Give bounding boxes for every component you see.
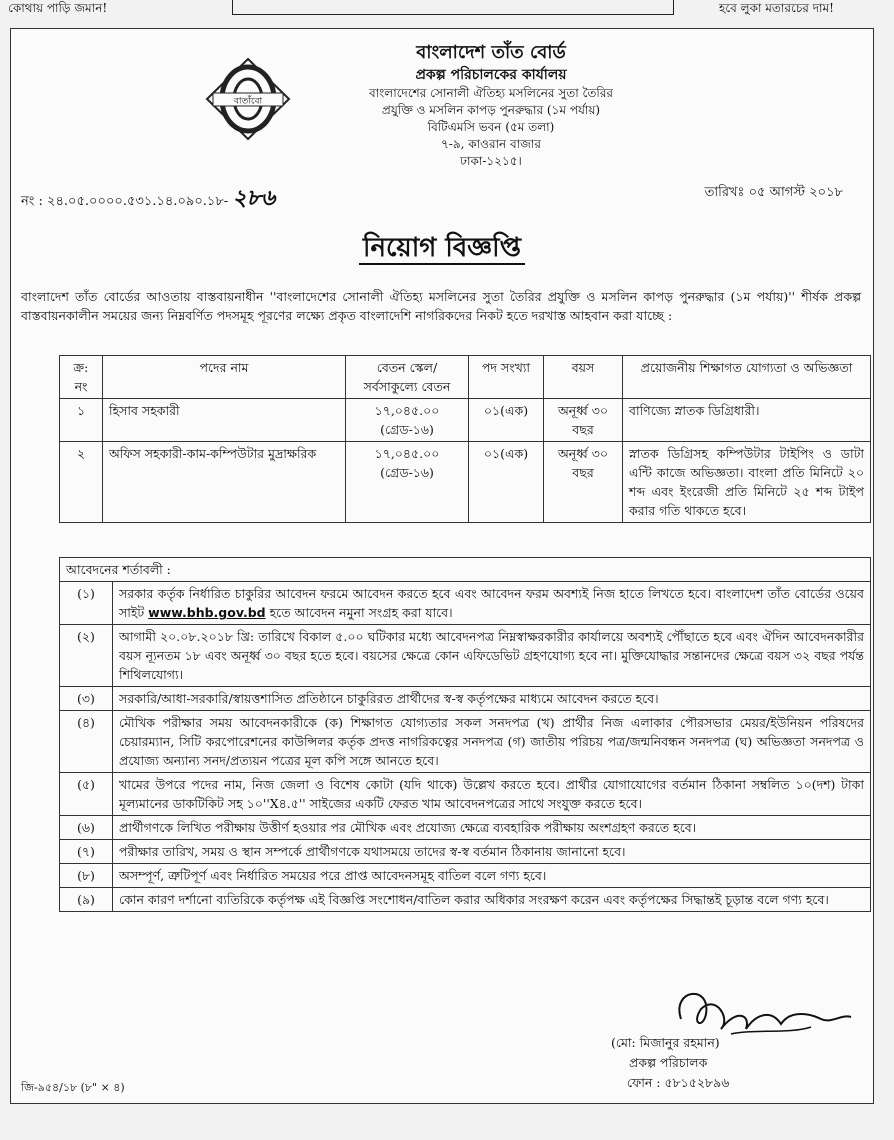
project-line-2: প্রযুক্তি ও মসলিন কাপড় পুনরুদ্ধার (১ম পর্যায়) [381,103,601,117]
city: ঢাকা-১২১৫। [460,154,522,168]
condition-text: কোন কারণ দর্শানো ব্যতিরিকে কর্তৃপক্ষ এই বিজ্ঞপ্তি সংশোধন/বাতিল করার অধিকার সংরক্ষণ করেন এবং কর্তৃপক্ষের সিদ্ধান্তই চূড়ান্ত বলে গণ্য হবে। [113,888,871,912]
table-row [60,442,871,523]
letterhead [261,41,721,170]
conditions-heading-row [60,558,871,582]
row-post: অফিস সহকারী-কাম-কম্পিউটার মুদ্রাক্ষরিক [103,442,346,523]
condition-text: সরকারি/আধা-সরকারি/স্বায়ত্তশাসিত প্রতিষ্ঠানে চাকুরিরত প্রার্থীদের স্ব-স্ব কর্তৃপক্ষের মাধ্যমে আবেদন করতে হবে। [113,687,871,711]
memo-prefix: নং : ২৪.০৫.০০০০.৫৩১.১৪.০৯০.১৮- [21,194,229,209]
intro-paragraph: বাংলাদেশ তাঁত বোর্ডের আওতায় বাস্তবায়নাধীন ''বাংলাদেশের সোনালী ঐতিহ্য মসলিনের সুতা তৈরির প্রযুক্তি ও মসলিন কাপড় পুনরুদ্ধার (১ম পর্যায়)'' শীর্ষক প্রকল্প বাস্তবায়নকালীন সময়ের জন্য নিম্নবর্ণিত পদসমূহ পূরণের লক্ষ্যে প্রকৃত বাংলাদেশি নাগরিকদের নিকট হতে দরখাস্ত আহবান করা যাচ্ছে : [21,289,861,323]
condition-text-part: হতে আবেদন নমুনা সংগ্রহ করা যাবে। [265,605,453,620]
signatory-phone: ফোন : ৫৮১৫২৮৯৬ [627,1075,730,1090]
row-count: ০১(এক) [469,442,544,523]
row-scale-value: ১৭,০৪৫.০০ [374,403,440,418]
footer-code: জি-৯৫৪/১৮ (৮" × ৪) [21,1081,125,1094]
list-item [60,711,871,773]
top-strip [0,0,894,22]
notice-title-wrap [11,227,873,271]
row-grade: (গ্রেড-১৬) [380,422,434,437]
condition-number: (৮) [60,864,113,888]
condition-number: (৩) [60,687,113,711]
posts-table [59,355,871,523]
condition-text [113,582,871,625]
row-scale-value: ১৭,০৪৫.০০ [374,446,440,461]
row-count: ০১(এক) [469,399,544,442]
row-qualification: বাণিজ্যে স্নাতক ডিগ্রিধারী। [623,399,871,442]
condition-text: পরীক্ষার তারিখ, সময় ও স্থান সম্পর্কে প্রার্থীগণকে যথাসময়ে তাদের স্ব-স্ব বর্তমান ঠিকানায় জানানো হবে। [113,840,871,864]
conditions-table [59,557,871,912]
condition-text: অসম্পূর্ণ, ত্রুটিপূর্ণ এবং নির্ধারিত সময়ের পরে প্রাপ্ত আবেদনসমূহ বাতিল বলে গণ্য হবে। [113,864,871,888]
posts-table-header [60,356,871,399]
row-age: অনূর্ধ্ব ৩০ বছর [544,442,623,523]
logo-text: বাতাঁবো [233,96,263,107]
col-post: পদের নাম [103,356,346,399]
website-link[interactable]: www.bhb.gov.bd [148,605,266,620]
memo-handwritten-number: ২৮৬ [232,186,276,211]
row-post: হিসাব সহকারী [103,399,346,442]
condition-text: আগামী ২০.০৮.২০১৮ খ্রি: তারিখে বিকাল ৫.০০ ঘটিকার মধ্যে আবেদনপত্র নিম্নস্বাক্ষরকারীর কার্যালয়ে অবশ্যই পৌঁছাতে হবে এবং ঐদিন আবেদনকারীর বয়স ন্যূনতম ১৮ এবং অনূর্ধ্ব ৩০ বছর হতে হবে। বয়সের ক্ষেত্রে কোন এফিডেভিট গ্রহণযোগ্য হবে না। মুক্তিযোদ্ধার সন্তানদের ক্ষেত্রে বয়স ৩২ বছর পর্যন্ত শিথিলযোগ্য। [113,625,871,687]
row-grade: (গ্রেড-১৬) [380,465,434,480]
condition-text: খামের উপরে পদের নাম, নিজ জেলা ও বিশেষ কোটা (যদি থাকে) উল্লেখ করতে হবে। প্রার্থীর যোগাযোগের বর্তমান ঠিকানা সম্বলিত ১০(দশ) টাকা মূল্যমানের ডাকটিকিট সহ ১০''X৪.৫'' সাইজের একটি ফেরত খাম আবেদনপত্রের সাথে সংযুক্ত করতে হবে। [113,773,871,816]
notice-page [10,28,874,1104]
top-left-clipped-text: কোথায় পাড়ি জমান! [8,1,108,15]
condition-number: (৪) [60,711,113,773]
condition-number: (৫) [60,773,113,816]
road: ৭-৯, কাওরান বাজার [440,137,541,151]
row-age: অনূর্ধ্ব ৩০ বছর [544,399,623,442]
project-line-1: বাংলাদেশের সোনালী ঐতিহ্য মসলিনের সুতা তৈরির [368,86,614,100]
list-item [60,687,871,711]
condition-text: প্রার্থীগণকে লিখিত পরীক্ষায় উত্তীর্ণ হওয়ার পর মৌখিক এবং প্রযোজ্য ক্ষেত্রে ব্যবহারিক পরীক্ষায় অংশগ্রহণ করতে হবে। [113,816,871,840]
condition-text: মৌখিক পরীক্ষার সময় আবেদনকারীকে (ক) শিক্ষাগত যোগ্যতার সকল সনদপত্র (খ) প্রার্থীর নিজ এলাকার পৌরসভার মেয়র/ইউনিয়ন পরিষদের চেয়ারম্যান, সিটি করপোরেশনের কাউন্সিলর কর্তৃক প্রদত্ত নাগরিকত্বের সনদপত্র (গ) জাতীয় পরিচয় পত্র/জন্মনিবন্ধন সনদপত্র (ঘ) অভিজ্ঞতা সনদপত্র ও প্রযোজ্য অন্যান্য সনদ/প্রত্যয়ন পত্রের মূল কপি সঙ্গে আনতে হবে। [113,711,871,773]
signatory-block [611,1033,729,1093]
org-name: বাংলাদেশ তাঁত বোর্ড [416,42,566,63]
col-count: পদ সংখ্যা [469,356,544,399]
building: বিটিএমসি ভবন (৫ম তলা) [427,120,555,134]
row-sl: ২ [60,442,103,523]
list-item [60,625,871,687]
row-qualification: স্নাতক ডিগ্রিসহ কম্পিউটার টাইপিং ও ডাটা এন্টি কাজে অভিজ্ঞতা। বাংলা প্রতি মিনিটে ২০ শব্দ এবং ইংরেজী প্রতি মিনিটে ২৫ শব্দ টাইপ করার গতি থাকতে হবে। [623,442,871,523]
condition-number: (৯) [60,888,113,912]
col-sl: ক্র: নং [60,356,103,399]
notice-date: তারিখঃ ০৫ আগস্ট ২০১৮ [704,185,843,200]
list-item [60,864,871,888]
table-row [60,399,871,442]
signatory-name: (মো: মিজানুর রহমান) [611,1035,720,1050]
condition-number: (১) [60,582,113,625]
conditions-heading: আবেদনের শর্তাবলী : [60,558,871,582]
list-item [60,816,871,840]
col-scale: বেতন স্কেল/ সর্বসাকুল্যে বেতন [346,356,469,399]
list-item [60,888,871,912]
signatory-designation: প্রকল্প পরিচালক [629,1055,708,1070]
condition-number: (৬) [60,816,113,840]
row-scale [346,399,469,442]
notice-title: নিয়োগ বিজ্ঞপ্তি [359,233,525,265]
col-qualification: প্রয়োজনীয় শিক্ষাগত যোগ্যতা ও অভিজ্ঞতা [623,356,871,399]
condition-number: (২) [60,625,113,687]
col-age: বয়স [544,356,623,399]
row-sl: ১ [60,399,103,442]
office-name: প্রকল্প পরিচালকের কার্যালয় [415,67,567,83]
condition-number: (৭) [60,840,113,864]
memo-number [21,181,275,218]
list-item [60,582,871,625]
row-scale [346,442,469,523]
condition-text-part: সরকার কর্তৃক নির্ধারিত চাকুরির আবেদন ফরমে আবেদন করতে হবে এবং আবেদন ফরম অবশ্যই নিজ হাতে লিখতে হবে। বাংলাদেশ তাঁত বোর্ডের ওয়েব সাইট [119,586,864,620]
clipped-ad-box [232,0,674,15]
list-item [60,840,871,864]
top-right-clipped-text: হবে লুকা মতারচের দাম! [719,1,834,15]
list-item [60,773,871,816]
